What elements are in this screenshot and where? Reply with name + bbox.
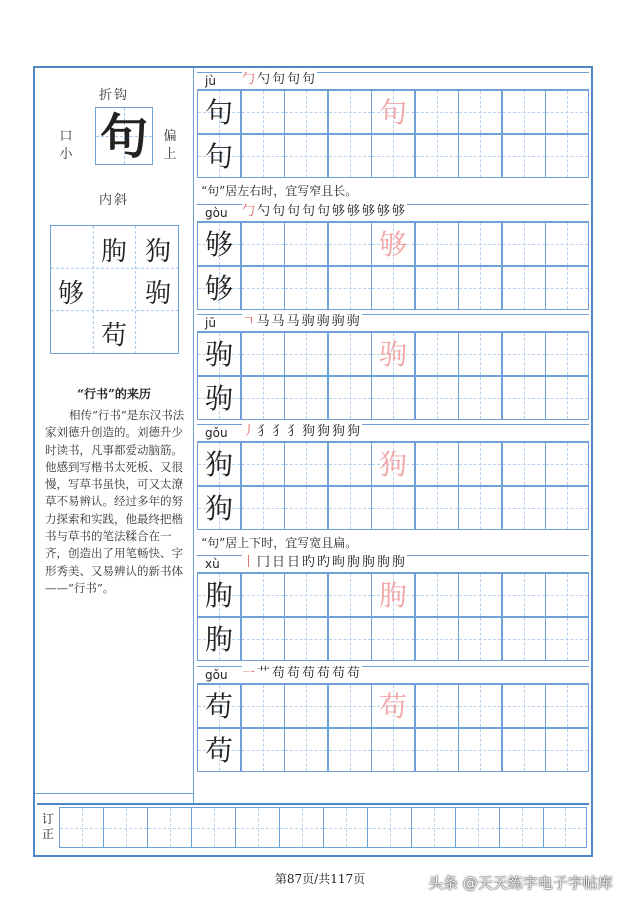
practice-row: [197, 728, 589, 772]
pinyin-label: jū: [205, 315, 219, 331]
model-char: 朐: [204, 623, 233, 656]
grid-char-ju: 驹: [145, 279, 172, 309]
pinyin-label: gǒu: [205, 667, 231, 683]
model-char: 句: [204, 140, 233, 173]
pinyin-label: gòu: [205, 205, 231, 221]
writing-note-1: “句”居左右时，宜写窄且长。: [201, 184, 358, 198]
watermark: 头条 @天天练字电子字帖库: [428, 874, 613, 892]
model-char: 句: [204, 96, 233, 129]
correction-row: [37, 803, 589, 849]
story-text: 相传“行书”是东汉书法家刘德升创造的。刘德升少时读书，凡事都爱动脑筋。他感到写楷书太死板、又很慢，写草书虽快，可又太潦草不易辨认。经过多年的努力探索和实践，他最终把楷书与草书的笔法糅合在一齐，创造出了用笔畅快、字形秀美、又易辨认的新书体——“行书”。: [45, 408, 185, 595]
trace-char: 苟: [378, 690, 407, 723]
stroke-order: 勹勺句句句: [242, 72, 318, 87]
radical-bottom-label: 内斜: [99, 193, 130, 208]
practice-row: [197, 376, 589, 420]
model-char: 狗: [204, 492, 233, 525]
practice-row: [197, 222, 589, 266]
writing-note-2: “句”居上下时，宜写宽且扁。: [201, 536, 358, 550]
model-char: 驹: [204, 338, 233, 371]
practice-row: [197, 442, 589, 486]
practice-row: [197, 573, 589, 617]
model-char: 苟: [204, 690, 233, 723]
panel-divider: [193, 68, 194, 803]
model-char: 够: [204, 272, 233, 305]
pinyin-row-gou-grass: [197, 666, 589, 684]
pinyin-label: gǒu: [205, 425, 231, 441]
grid-char-xu: 朐: [101, 237, 128, 267]
radical-char: 句: [99, 109, 148, 165]
grid-char-gou-grass: 苟: [101, 321, 128, 351]
radical-box: [95, 107, 153, 165]
radical-right-label: 偏 上: [163, 129, 177, 162]
trace-char: 狗: [378, 448, 407, 481]
trace-char: 句: [378, 96, 407, 129]
story-title: “行书”的来历: [77, 387, 151, 401]
stroke-order: 丿犭犭犭狗狗狗狗: [242, 424, 363, 439]
trace-char: 朐: [378, 579, 407, 612]
grid-char-gou-dog: 狗: [145, 237, 172, 267]
left-panel-bottom-line: [35, 793, 193, 794]
trace-char: 驹: [378, 338, 407, 371]
pinyin-label: xù: [205, 556, 223, 572]
practice-row: [197, 134, 589, 178]
practice-row: [197, 266, 589, 310]
model-char: 朐: [204, 579, 233, 612]
model-char: 驹: [204, 382, 233, 415]
worksheet-frame: [33, 66, 593, 857]
stroke-order: 丨冂日日旳旳昫朐朐朐朐: [242, 555, 408, 570]
pinyin-label: jù: [205, 73, 219, 89]
stroke-order: ㄱ马马马驹驹驹驹: [242, 314, 362, 329]
model-char: 狗: [204, 448, 233, 481]
radical-left-label: 口 小: [59, 129, 73, 162]
grid-char-gou-enough: 够: [58, 279, 85, 309]
practice-row: [197, 684, 589, 728]
trace-char: 够: [378, 228, 407, 261]
page-number: 第87页/共117页: [274, 872, 366, 886]
stroke-order: 一艹苟苟苟苟苟苟: [242, 666, 363, 681]
model-char: 苟: [204, 734, 233, 767]
pinyin-row-ju: [197, 72, 589, 90]
practice-row: [197, 90, 589, 134]
pinyin-row-ju-colt: [197, 314, 589, 332]
pinyin-row-gou-dog: [197, 424, 589, 442]
model-char: 够: [204, 228, 233, 261]
radical-top-label: 折钩: [99, 88, 130, 103]
pinyin-row-gou-enough: [197, 204, 589, 222]
practice-row: [197, 332, 589, 376]
related-chars-grid: [50, 225, 179, 354]
practice-row: [197, 486, 589, 530]
practice-row: [197, 617, 589, 661]
stroke-order: 勹勺句句句句够够够够够: [242, 204, 408, 219]
correction-label: 订 正: [41, 812, 54, 841]
pinyin-row-xu: [197, 555, 589, 573]
